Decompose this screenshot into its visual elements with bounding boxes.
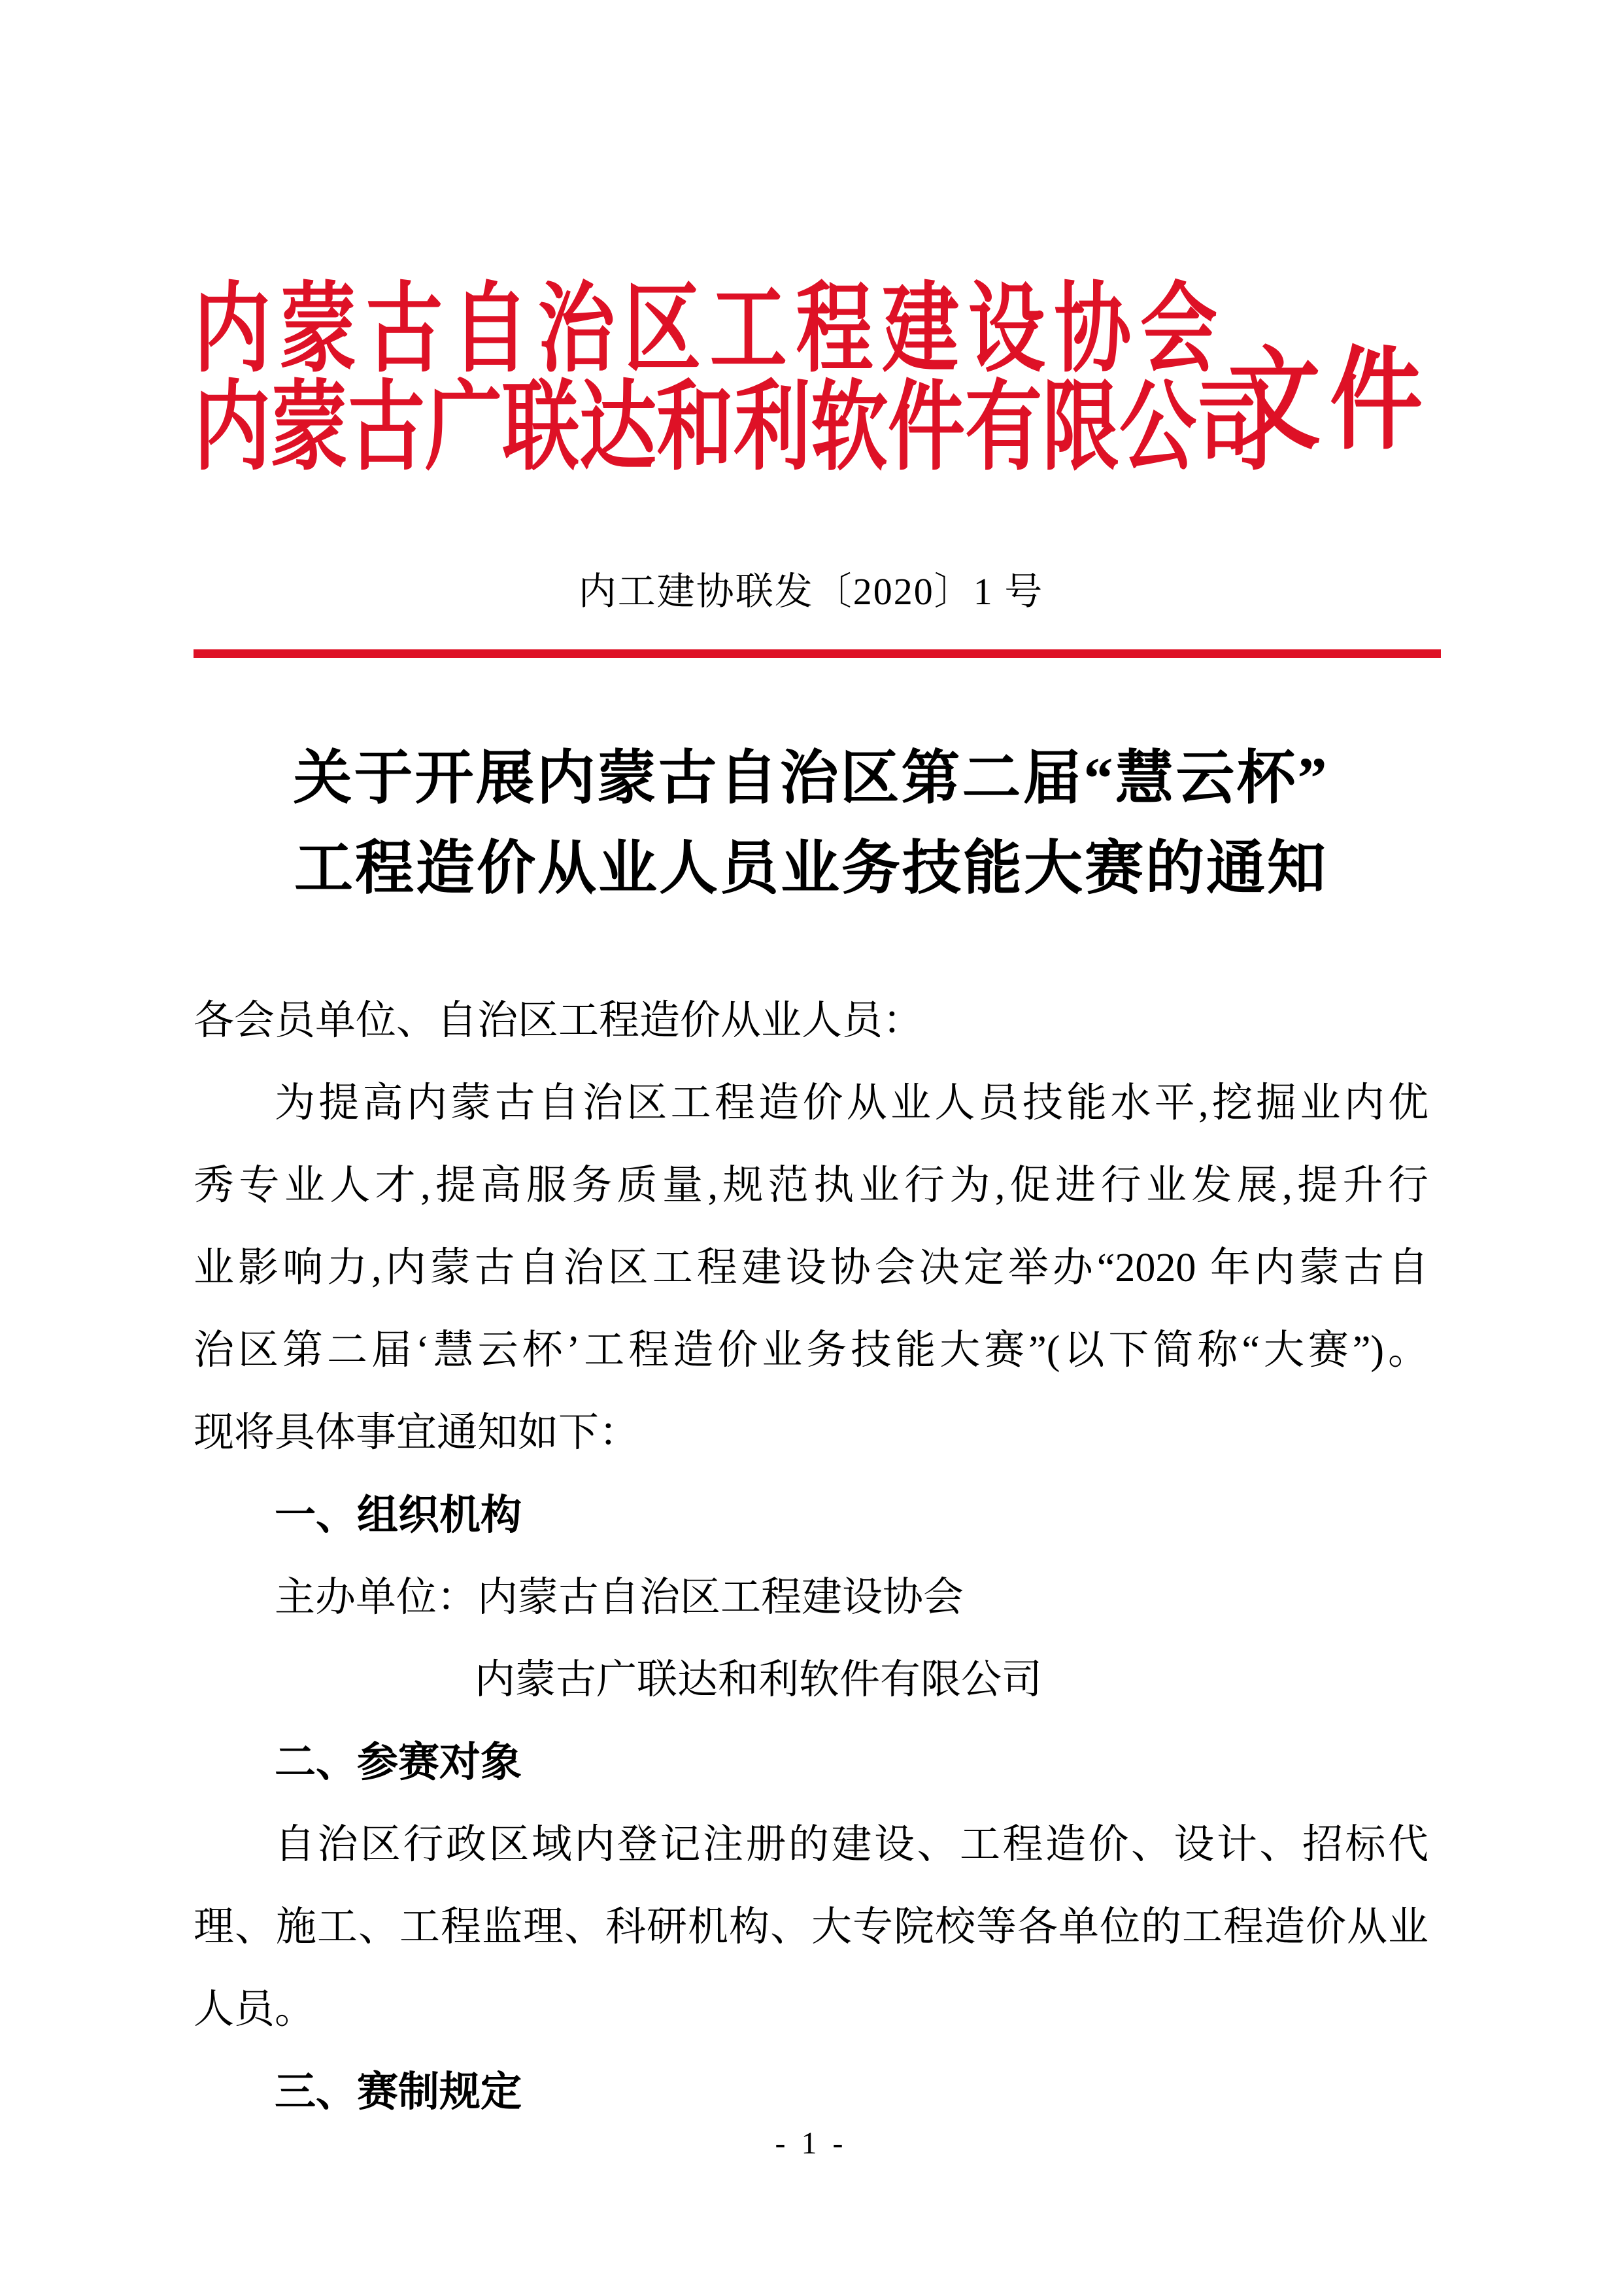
doc-type-label: 文件 <box>1228 339 1432 463</box>
intro-paragraph-line: 业影响力,内蒙古自治区工程建设协会决定举办“2020 年内蒙古自 <box>194 1246 1428 1290</box>
participants-paragraph-line: 理、施工、工程监理、科研机构、大专院校等各单位的工程造价从业 <box>194 1905 1428 1949</box>
section-heading-1: 一、组织机构 <box>275 1492 522 1538</box>
letterhead <box>194 275 1432 483</box>
title-line-2: 工程造价从业人员业务技能大赛的通知 <box>294 836 1328 901</box>
intro-paragraph-line: 为提高内蒙古自治区工程造价从业人员技能水平,挖掘业内优 <box>275 1081 1428 1125</box>
page-number: - 1 - <box>775 2126 847 2161</box>
salutation-line: 各会员单位、自治区工程造价从业人员： <box>194 999 924 1043</box>
letterhead-org-names <box>194 275 1274 483</box>
document-title <box>0 734 1622 914</box>
intro-paragraph-line: 现将具体事宜通知如下： <box>194 1411 640 1455</box>
intro-paragraph-line: 秀专业人才,提高服务质量,规范执业行为,促进行业发展,提升行 <box>194 1163 1428 1208</box>
org-name-line-2: 内蒙古广联达和利软件有限公司 <box>194 373 1274 483</box>
title-line-1: 关于开展内蒙古自治区第二届“慧云杯” <box>293 746 1329 811</box>
intro-paragraph-line: 治区第二届‘慧云杯’工程造价业务技能大赛”(以下简称“大赛”)。 <box>194 1328 1428 1373</box>
organizer-line-1: 主办单位：内蒙古自治区工程建设协会 <box>275 1575 964 1620</box>
org-name-line-1: 内蒙古自治区工程建设协会 <box>194 275 1217 385</box>
section-heading-2: 二、参赛对象 <box>275 1739 522 1785</box>
participants-paragraph-line: 自治区行政区域内登记注册的建设、工程造价、设计、招标代 <box>275 1823 1428 1867</box>
document-body <box>194 980 1428 2133</box>
participants-paragraph-line: 人员。 <box>194 1987 316 2032</box>
doc-number: 内工建协联发〔2020〕1 号 <box>578 570 1044 613</box>
section-heading-3: 三、赛制规定 <box>275 2069 522 2115</box>
organizer-line-2: 内蒙古广联达和利软件有限公司 <box>475 1658 1043 1702</box>
red-divider-rule <box>194 649 1441 658</box>
